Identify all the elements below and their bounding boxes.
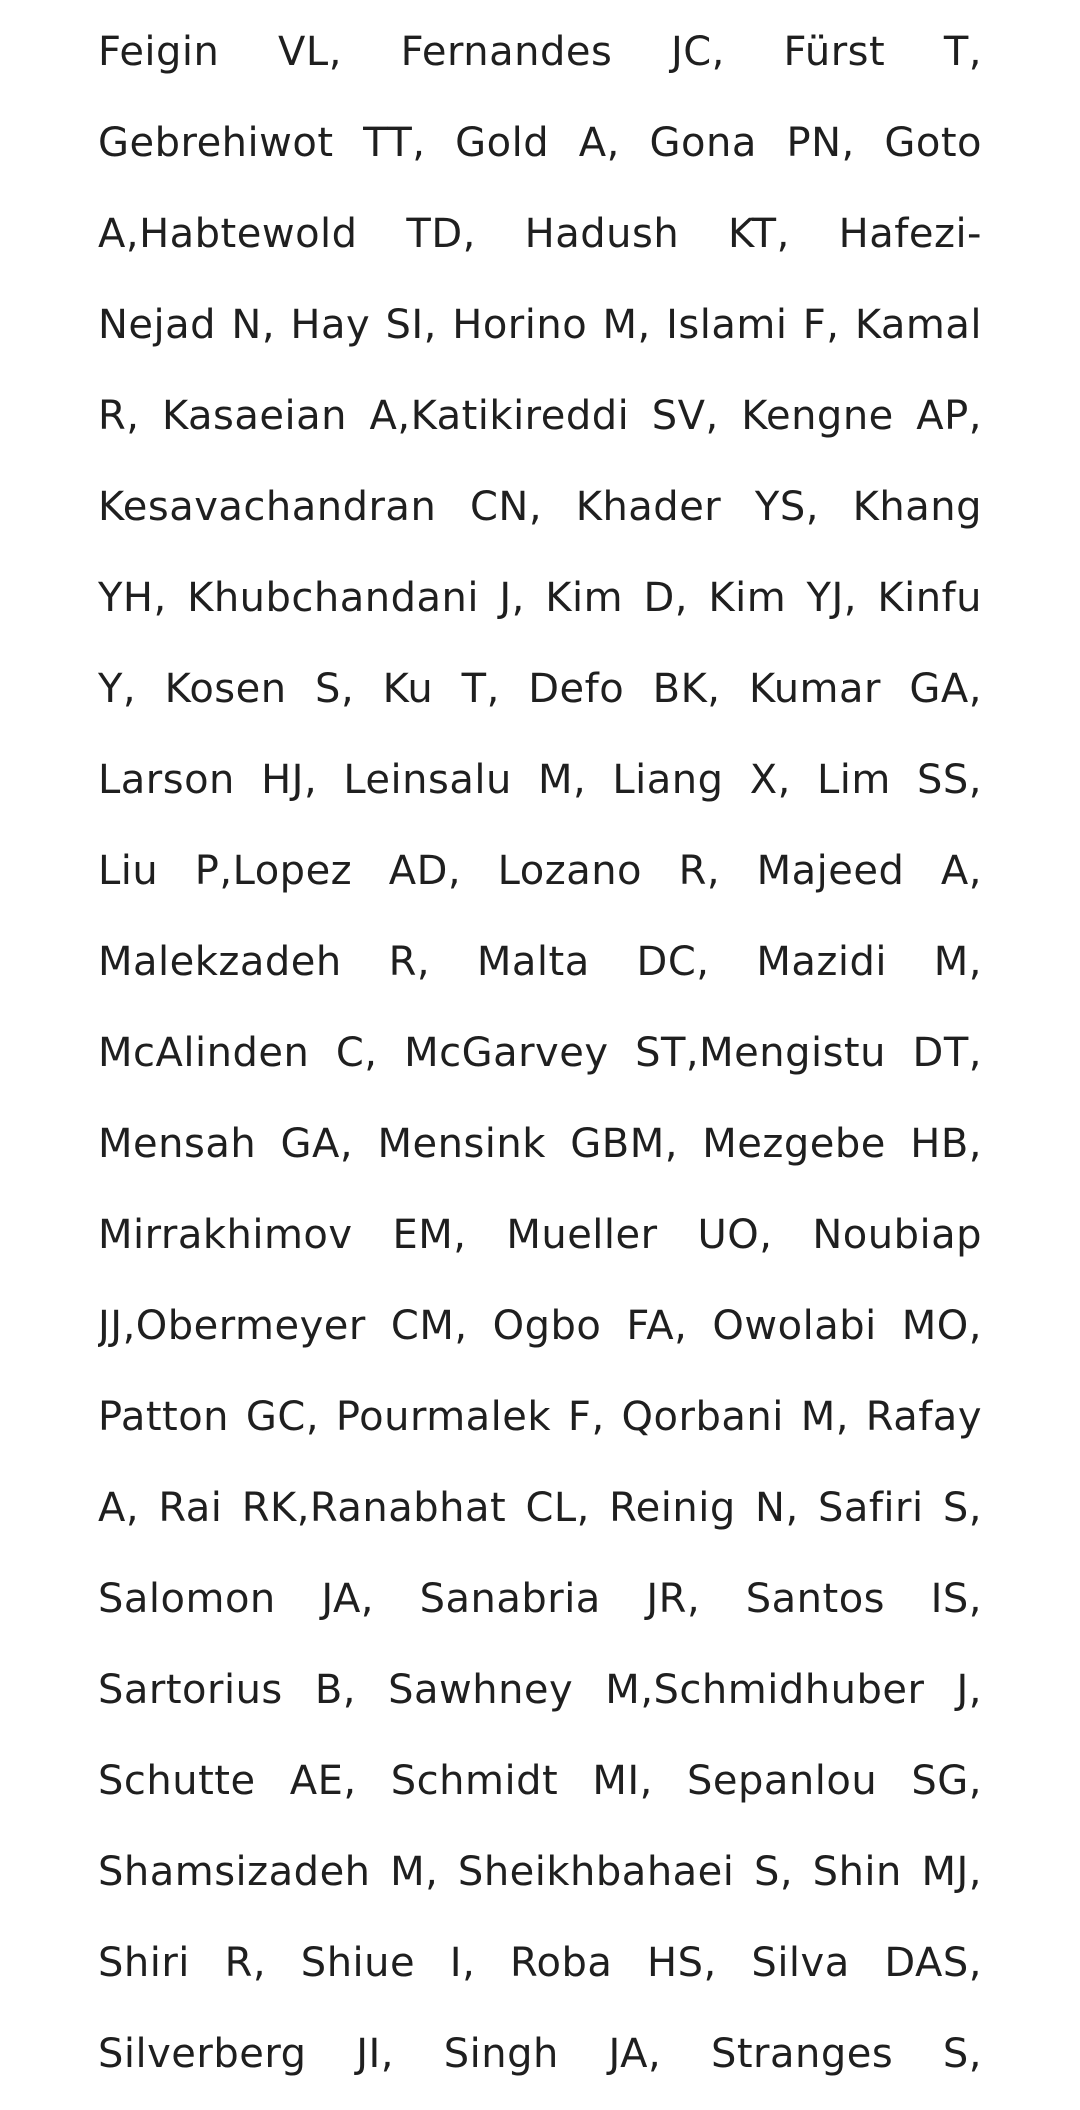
text-line: R, Kasaeian A,Katikireddi SV, Kengne AP, bbox=[98, 393, 982, 439]
text-line: McAlinden C, McGarvey ST,Mengistu DT, bbox=[98, 1030, 982, 1076]
text-line: Feigin VL, Fernandes JC, Fürst T, bbox=[98, 29, 982, 75]
text-line: Larson HJ, Leinsalu M, Liang X, Lim SS, bbox=[98, 757, 982, 803]
text-line: Kesavachandran CN, Khader YS, Khang bbox=[98, 484, 982, 530]
text-line: Mensah GA, Mensink GBM, Mezgebe HB, bbox=[98, 1121, 982, 1167]
text-line: Salomon JA, Sanabria JR, Santos IS, bbox=[98, 1576, 982, 1622]
author-list-paragraph bbox=[98, 16, 982, 2109]
text-line: A, Rai RK,Ranabhat CL, Reinig N, Safiri S, bbox=[98, 1485, 982, 1531]
text-line: JJ,Obermeyer CM, Ogbo FA, Owolabi MO, bbox=[98, 1303, 982, 1349]
text-line: Shamsizadeh M, Sheikhbahaei S, Shin MJ, bbox=[98, 1849, 982, 1895]
text-line: Y, Kosen S, Ku T, Defo BK, Kumar GA, bbox=[98, 666, 982, 712]
text-line: Liu P,Lopez AD, Lozano R, Majeed A, bbox=[98, 848, 982, 894]
text-line: Nejad N, Hay SI, Horino M, Islami F, Kamal bbox=[98, 302, 982, 348]
text-line: Mirrakhimov EM, Mueller UO, Noubiap bbox=[98, 1212, 982, 1258]
text-line: YH, Khubchandani J, Kim D, Kim YJ, Kinfu bbox=[98, 575, 982, 621]
text-line: Sartorius B, Sawhney M,Schmidhuber J, bbox=[98, 1667, 982, 1713]
text-line: A,Habtewold TD, Hadush KT, Hafezi- bbox=[98, 211, 982, 257]
text-line: Shiri R, Shiue I, Roba HS, Silva DAS, bbox=[98, 1940, 982, 1986]
text-line: Patton GC, Pourmalek F, Qorbani M, Rafay bbox=[98, 1394, 982, 1440]
text-line: Gebrehiwot TT, Gold A, Gona PN, Goto bbox=[98, 120, 982, 166]
text-line: Malekzadeh R, Malta DC, Mazidi M, bbox=[98, 939, 982, 985]
text-line: Schutte AE, Schmidt MI, Sepanlou SG, bbox=[98, 1758, 982, 1804]
text-line: Silverberg JI, Singh JA, Stranges S, bbox=[98, 2031, 982, 2077]
